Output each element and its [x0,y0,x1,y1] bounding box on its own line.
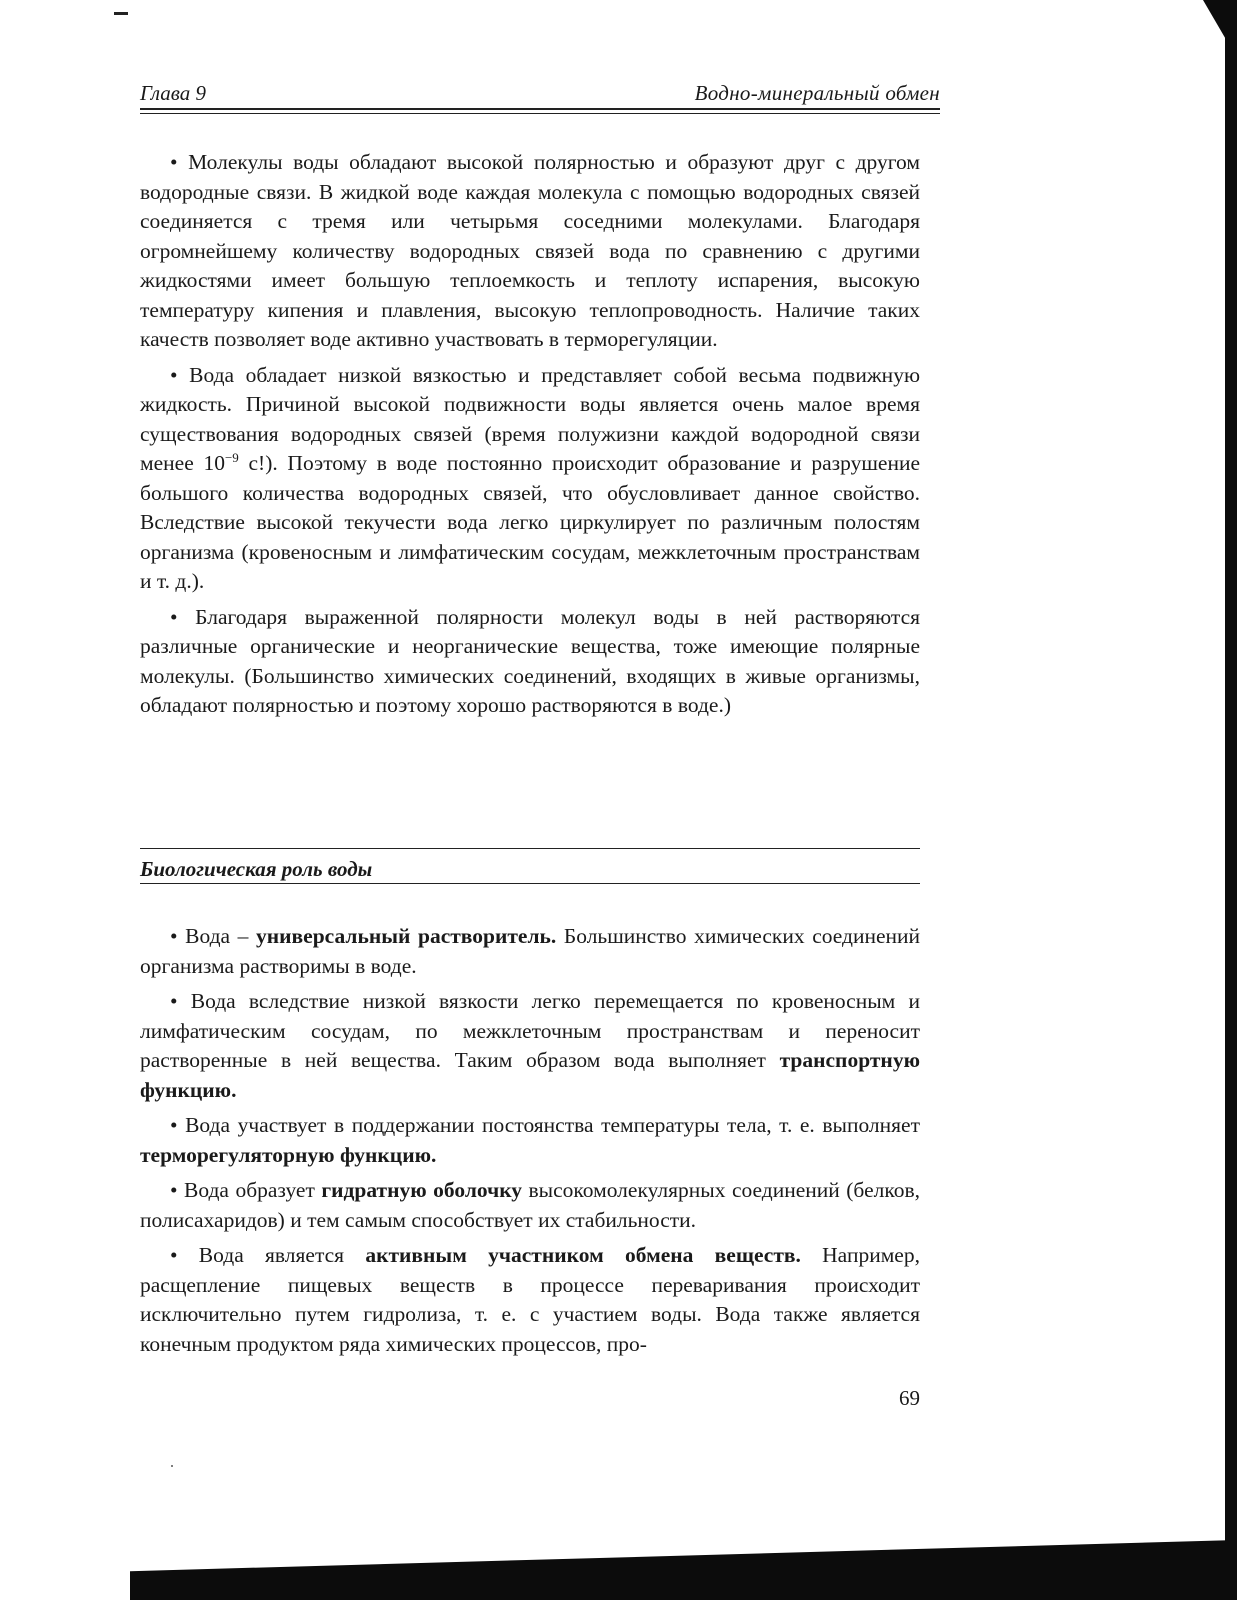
paragraph-transport [140,987,920,1105]
scan-page-edge-bottom [130,1540,1237,1600]
section-title: Биологическая роль воды [140,857,373,881]
text-block-biological-role [140,922,920,1365]
paragraph-text: Например, расщепление пищевых веществ в процессе переваривания происходит исключительно путем гидролиза, т. е. с участием воды. Вода также является конечным продуктом ряда химических процессов, про- [140,1243,920,1356]
paragraph-text: • Вода участвует в поддержании постоянства температуры тела, т. е. выполняет [170,1113,920,1137]
paragraph-polarity: • Молекулы воды обладают высокой полярностью и образуют друг с другом водородные связи. В жидкой воде каждая молекула с помощью водородных связей соединяется с тремя или четырьмя соседними молекулами. Благодаря огромнейшему количеству водородных связей вода по сравнению с другими жидкостями имеет большую теплоемкость и теплоту испарения, высокую температуру кипения и плавления, высокую теплопроводность. Наличие таких качеств позволяет воде активно участвовать в терморегуляции. [140,150,920,351]
header-rule-thin [140,113,940,114]
page-number: 69 [899,1386,920,1410]
term-bold: терморегуляторную функцию. [140,1142,437,1167]
section-rule-bottom [140,883,920,884]
scan-speck [171,1465,173,1467]
paragraph-viscosity [140,361,920,597]
term-bold: универсальный растворитель. [256,924,557,948]
paragraph-text: • Вода образует [170,1178,322,1202]
section-rule-top [140,848,920,849]
paragraph-metabolism [140,1241,920,1359]
term-bold: гидратную оболочку [321,1178,523,1202]
chapter-label: Глава 9 [140,81,206,105]
paragraph-text: • Вода является [170,1243,366,1267]
running-header [140,80,940,112]
paragraph-solvent [140,922,920,981]
paragraph-solubility: • Благодаря выраженной полярности молекул воды в ней растворяются различные органические и неорганические вещества, тоже имеющие полярные молекулы. (Большинство химических соединений, входящих в живые организмы, обладают полярностью и поэтому хорошо растворяются в воде.) [140,604,920,717]
scan-page-edge-right [1197,0,1237,1600]
paragraph-text: высокомолекулярных соединений (белков, полисахаридов) и тем самым способствует их стабильности. [140,1178,920,1232]
term-bold: активным участником обмена веществ. [365,1243,801,1267]
paragraph-text: • Вода – [170,924,257,948]
paragraph-text: с!). Поэтому в воде постоянно происходит образование и разрушение большого количества водородных связей, что обусловливает данное свойство. Вследствие высокой текучести вода легко циркулирует по различным полостям организма (кровеносным и лимфатическим сосудам, межклеточным пространствам и т. д.). [140,451,920,593]
paragraph-text: Большинство химических соединений организма растворимы в воде. [140,924,921,978]
paragraph-text: • Вода вследствие низкой вязкости легко перемещается по кровеносным и лимфатическим сосудам, по межклеточным пространствам и переносит растворенные в ней вещества. Таким образом вода выполняет [140,989,920,1072]
section-heading [140,848,920,886]
running-title: Водно-минеральный обмен [694,81,940,105]
scan-artifact-mark [114,12,128,15]
paragraph-hydration [140,1176,920,1235]
text-block-properties [140,148,920,727]
header-rule-thick [140,108,940,110]
exponent: −9 [224,449,239,465]
term-bold: транспортную функцию. [140,1048,920,1102]
paragraph-text: • Вода обладает низкой вязкостью и представляет собой весьма подвижную жидкость. Причиной высокой подвижности воды является очень малое время существования водородных связей (время полужизни каждой водородной связи менее 10 [140,362,920,475]
paragraph-thermoregulation [140,1111,920,1170]
